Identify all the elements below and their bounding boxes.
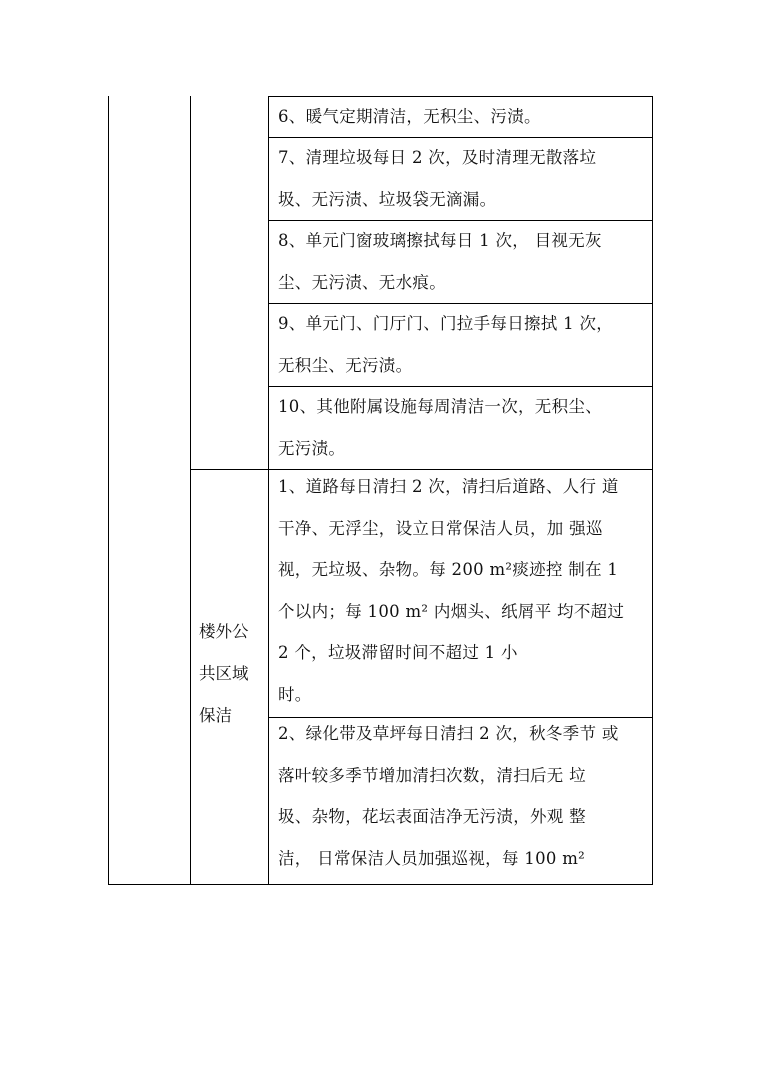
- cell-line: 视，无垃圾、杂物。每 200 m²痰迹控 制在 1: [278, 560, 619, 579]
- cell-line: 7、清理垃圾每日 2 次，及时清理无散落垃: [278, 148, 597, 167]
- cell-line: 个以内；每 100 m² 内烟头、纸屑平 均不超过: [278, 601, 625, 621]
- table-row-item-8: [278, 220, 650, 303]
- cell-line: 9、单元门、门厅门、门拉手每日擦拭 1 次，: [278, 314, 614, 333]
- table-row-item-10: [278, 386, 650, 469]
- table-bottom-border: [108, 884, 653, 885]
- table-left-border: [108, 96, 109, 885]
- cell-line: 2 个，垃圾滞留时间不超过 1 小: [278, 643, 518, 662]
- table-row-outdoor-item-2: [278, 713, 650, 879]
- table-right-border: [652, 96, 653, 885]
- section-label-outdoor-public-area: [199, 611, 265, 737]
- section-label-line: 共区域: [199, 664, 249, 683]
- cell-line: 时。: [278, 684, 312, 704]
- cell-line: 干净、无浮尘，设立日常保洁人员，加 强巡: [278, 518, 603, 538]
- cell-line: 8、单元门窗玻璃擦拭每日 1 次， 目视无灰: [278, 231, 602, 250]
- column-divider-2: [268, 96, 269, 885]
- section-label-line: 楼外公: [199, 622, 249, 641]
- table-row-item-7: [278, 137, 650, 220]
- table-row-outdoor-item-1: [278, 466, 650, 715]
- section-label-line: 保洁: [199, 706, 232, 725]
- cell-line: 无污渍。: [278, 438, 346, 458]
- cell-line: 6、暖气定期清洁，无积尘、污渍。: [278, 107, 541, 126]
- cell-line: 洁， 日常保洁人员加强巡视，每 100 m²: [278, 848, 586, 868]
- cell-line: 落叶较多季节增加清扫次数，清扫后无 垃: [278, 765, 586, 785]
- cell-line: 尘、无污渍、无水痕。: [278, 272, 446, 292]
- cell-line: 无积尘、无污渍。: [278, 355, 413, 375]
- cell-line: 10、其他附属设施每周清洁一次，无积尘、: [278, 397, 602, 416]
- cell-line: 圾、杂物，花坛表面洁净无污渍，外观 整: [278, 807, 586, 826]
- column-divider-1: [190, 96, 191, 885]
- table-row-item-9: [278, 303, 650, 386]
- cell-line: 2、绿化带及草坪每日清扫 2 次，秋冬季节 或: [278, 724, 619, 743]
- cell-line: 1、道路每日清扫 2 次，清扫后道路、人行 道: [278, 477, 619, 496]
- cell-line: 圾、无污渍、垃圾袋无滴漏。: [278, 189, 497, 209]
- table-row-item-6: [278, 96, 650, 138]
